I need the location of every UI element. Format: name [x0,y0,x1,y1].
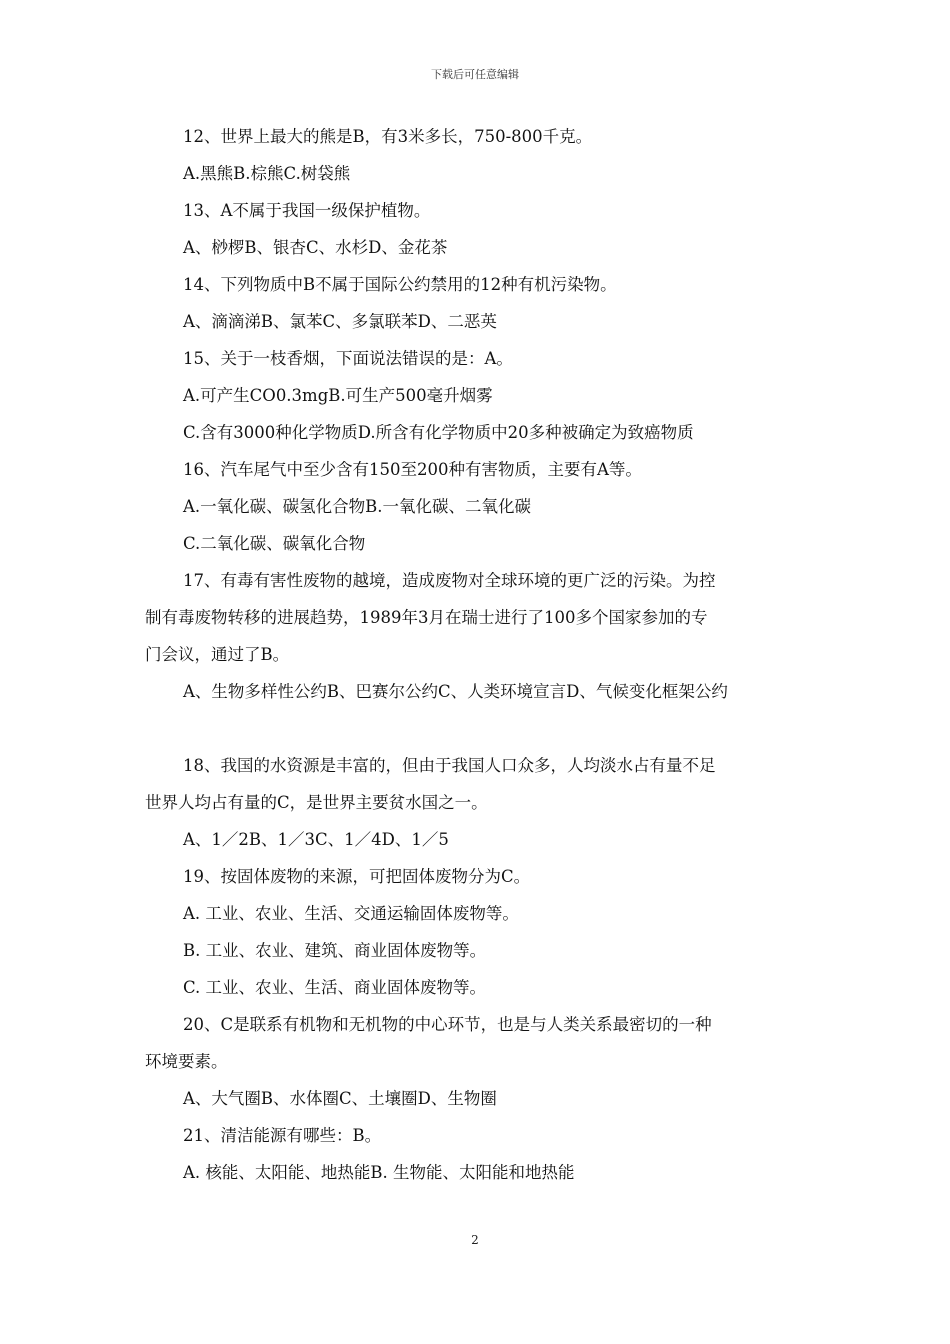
page-number: 2 [471,1233,479,1247]
question-21: 21、清洁能源有哪些：B。 [183,1126,382,1145]
question-19: 19、按固体废物的来源，可把固体废物分为C。 [183,867,531,886]
document-body [145,118,813,1191]
options-15-line-1: A.可产生CO0.3mgB.可生产500毫升烟雾 [183,386,493,405]
options-16-line-2: C.二氧化碳、碳氧化合物 [183,534,366,553]
question-14: 14、下列物质中B不属于国际公约禁用的12种有机污染物。 [183,275,617,294]
question-20-line-2: 环境要素。 [145,1052,228,1071]
question-17-line-3: 门会议，通过了B。 [145,645,290,664]
option-19-c: C. 工业、农业、生活、商业固体废物等。 [183,978,487,997]
question-12: 12、世界上最大的熊是B，有3米多长，750-800千克。 [183,127,593,146]
question-20-line-1: 20、C是联系有机物和无机物的中心环节，也是与人类关系最密切的一种 [183,1015,712,1034]
question-18-line-1: 18、我国的水资源是丰富的，但由于我国人口众多，人均淡水占有量不足 [183,756,716,775]
options-21: A. 核能、太阳能、地热能B. 生物能、太阳能和地热能 [183,1163,575,1182]
options-12: A.黑熊B.棕熊C.树袋熊 [183,164,351,183]
question-15: 15、关于一枝香烟，下面说法错误的是：A。 [183,349,513,368]
options-20: A、大气圈B、水体圈C、土壤圈D、生物圈 [183,1089,497,1108]
options-18: A、1／2B、1／3C、1／4D、1／5 [183,830,449,849]
options-15-line-2: C.含有3000种化学物质D.所含有化学物质中20多种被确定为致癌物质 [183,423,694,442]
option-19-b: B. 工业、农业、建筑、商业固体废物等。 [183,941,487,960]
options-17: A、生物多样性公约B、巴赛尔公约C、人类环境宣言D、气候变化框架公约 [183,682,728,701]
question-18-line-2: 世界人均占有量的C，是世界主要贫水国之一。 [145,793,488,812]
option-19-a: A. 工业、农业、生活、交通运输固体废物等。 [183,904,519,923]
options-13: A、桫椤B、银杏C、水杉D、金花茶 [183,238,448,257]
options-14: A、滴滴涕B、氯苯C、多氯联苯D、二恶英 [183,312,497,331]
page-header: 下载后可任意编辑 [431,68,519,81]
question-16: 16、汽车尾气中至少含有150至200种有害物质，主要有A等。 [183,460,642,479]
question-17-line-1: 17、有毒有害性废物的越境，造成废物对全球环境的更广泛的污染。为控 [183,571,716,590]
question-13: 13、A不属于我国一级保护植物。 [183,201,431,220]
options-16-line-1: A.一氧化碳、碳氢化合物B.一氧化碳、二氧化碳 [183,497,532,516]
question-17-line-2: 制有毒废物转移的进展趋势，1989年3月在瑞士进行了100多个国家参加的专 [145,608,708,627]
blank-line [145,710,813,747]
